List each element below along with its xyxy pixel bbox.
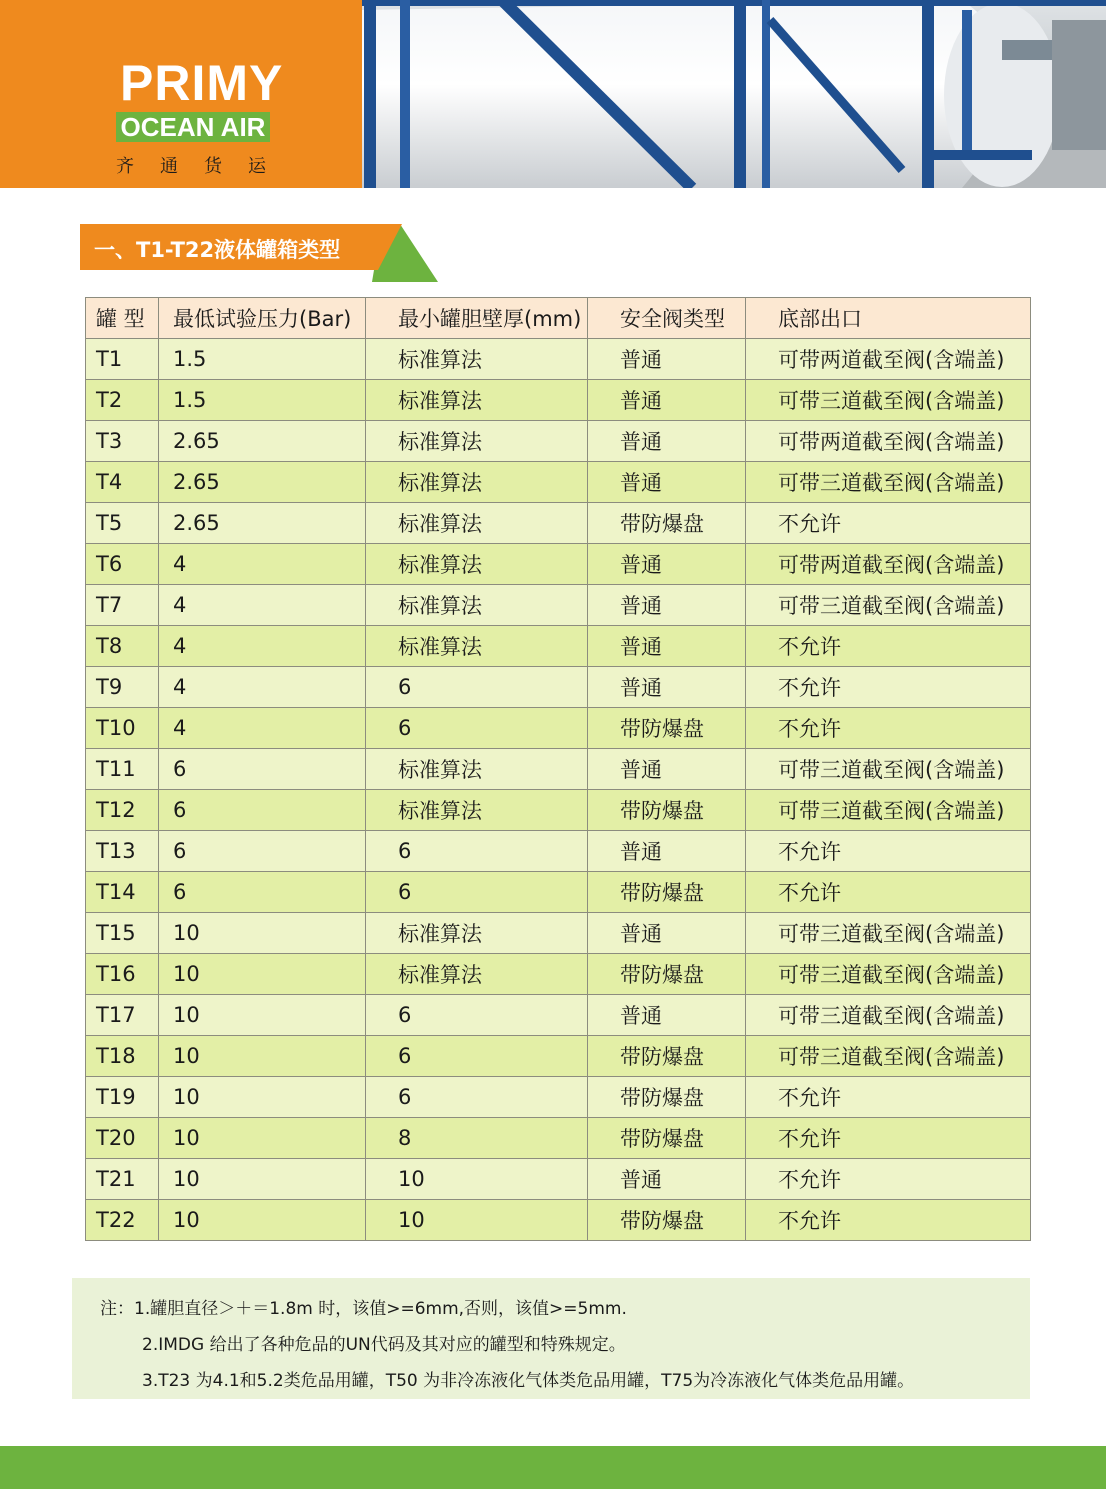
tank-container-illustration	[362, 0, 1106, 188]
table-row	[86, 708, 1031, 749]
cell-tank-type: T7	[86, 585, 159, 626]
cell-valve-type: 带防爆盘	[588, 1036, 746, 1077]
cell-tank-type: T16	[86, 954, 159, 995]
cell-wall-thickness: 10	[366, 1159, 588, 1200]
cell-tank-type: T17	[86, 995, 159, 1036]
note-line-2: 2.IMDG 给出了各种危品的UN代码及其对应的罐型和特殊规定。	[142, 1335, 626, 1355]
table-row	[86, 913, 1031, 954]
table-row	[86, 1036, 1031, 1077]
table-row	[86, 872, 1031, 913]
cell-valve-type: 带防爆盘	[588, 1200, 746, 1241]
cell-tank-type: T4	[86, 462, 159, 503]
table-row	[86, 1200, 1031, 1241]
cell-bottom-outlet: 可带三道截至阀(含端盖)	[746, 462, 1031, 503]
table-row	[86, 954, 1031, 995]
cell-wall-thickness: 标准算法	[366, 339, 588, 380]
cell-bottom-outlet: 可带三道截至阀(含端盖)	[746, 749, 1031, 790]
cell-bottom-outlet: 可带三道截至阀(含端盖)	[746, 995, 1031, 1036]
cell-valve-type: 带防爆盘	[588, 1077, 746, 1118]
table-row	[86, 380, 1031, 421]
cell-bottom-outlet: 不允许	[746, 1077, 1031, 1118]
cell-tank-type: T9	[86, 667, 159, 708]
cell-valve-type: 普通	[588, 995, 746, 1036]
brand-logo-text: PRIMY	[120, 55, 284, 111]
header-min-wall-thickness: 最小罐胆壁厚(mm)	[366, 298, 588, 339]
section-title: 一、T1-T22液体罐箱类型	[94, 238, 341, 262]
table-row	[86, 585, 1031, 626]
cell-bottom-outlet: 不允许	[746, 708, 1031, 749]
cell-tank-type: T20	[86, 1118, 159, 1159]
cell-tank-type: T21	[86, 1159, 159, 1200]
cell-test-pressure: 2.65	[159, 462, 366, 503]
table-row	[86, 503, 1031, 544]
cell-test-pressure: 2.65	[159, 421, 366, 462]
cell-bottom-outlet: 不允许	[746, 667, 1031, 708]
cell-wall-thickness: 6	[366, 995, 588, 1036]
brand-logo-subtitle: OCEAN AIR	[116, 112, 270, 142]
cell-wall-thickness: 标准算法	[366, 503, 588, 544]
cell-tank-type: T14	[86, 872, 159, 913]
cell-valve-type: 普通	[588, 339, 746, 380]
cell-tank-type: T2	[86, 380, 159, 421]
cell-wall-thickness: 10	[366, 1200, 588, 1241]
cell-valve-type: 带防爆盘	[588, 708, 746, 749]
cell-bottom-outlet: 可带三道截至阀(含端盖)	[746, 585, 1031, 626]
cell-test-pressure: 4	[159, 708, 366, 749]
brand-panel	[0, 0, 362, 188]
cell-valve-type: 带防爆盘	[588, 1118, 746, 1159]
table-row	[86, 995, 1031, 1036]
cell-tank-type: T11	[86, 749, 159, 790]
cell-test-pressure: 4	[159, 544, 366, 585]
footer-bar	[0, 1446, 1106, 1489]
cell-test-pressure: 6	[159, 790, 366, 831]
cell-valve-type: 普通	[588, 749, 746, 790]
cell-valve-type: 普通	[588, 421, 746, 462]
cell-wall-thickness: 6	[366, 708, 588, 749]
cell-wall-thickness: 标准算法	[366, 954, 588, 995]
cell-test-pressure: 10	[159, 1118, 366, 1159]
tank-type-table	[85, 297, 1031, 1241]
cell-bottom-outlet: 不允许	[746, 1118, 1031, 1159]
cell-tank-type: T12	[86, 790, 159, 831]
brand-chinese-name: 齐通货运	[116, 156, 292, 177]
header-min-test-pressure: 最低试验压力(Bar)	[159, 298, 366, 339]
table-row	[86, 544, 1031, 585]
cell-wall-thickness: 6	[366, 1077, 588, 1118]
table-row	[86, 421, 1031, 462]
cell-wall-thickness: 标准算法	[366, 626, 588, 667]
cell-test-pressure: 4	[159, 585, 366, 626]
cell-bottom-outlet: 不允许	[746, 1159, 1031, 1200]
table-row	[86, 790, 1031, 831]
cell-wall-thickness: 标准算法	[366, 544, 588, 585]
cell-test-pressure: 4	[159, 667, 366, 708]
table-row	[86, 1077, 1031, 1118]
cell-tank-type: T10	[86, 708, 159, 749]
cell-valve-type: 普通	[588, 626, 746, 667]
cell-test-pressure: 6	[159, 831, 366, 872]
cell-valve-type: 带防爆盘	[588, 954, 746, 995]
cell-wall-thickness: 标准算法	[366, 462, 588, 503]
cell-tank-type: T6	[86, 544, 159, 585]
cell-bottom-outlet: 可带两道截至阀(含端盖)	[746, 421, 1031, 462]
cell-wall-thickness: 标准算法	[366, 913, 588, 954]
cell-bottom-outlet: 不允许	[746, 831, 1031, 872]
cell-wall-thickness: 6	[366, 667, 588, 708]
table-row	[86, 831, 1031, 872]
cell-bottom-outlet: 可带三道截至阀(含端盖)	[746, 380, 1031, 421]
cell-bottom-outlet: 可带两道截至阀(含端盖)	[746, 339, 1031, 380]
cell-wall-thickness: 8	[366, 1118, 588, 1159]
cell-wall-thickness: 6	[366, 872, 588, 913]
cell-wall-thickness: 标准算法	[366, 421, 588, 462]
cell-bottom-outlet: 可带三道截至阀(含端盖)	[746, 954, 1031, 995]
notes-box	[72, 1278, 1030, 1399]
cell-test-pressure: 10	[159, 995, 366, 1036]
cell-bottom-outlet: 可带两道截至阀(含端盖)	[746, 544, 1031, 585]
cell-test-pressure: 4	[159, 626, 366, 667]
cell-tank-type: T8	[86, 626, 159, 667]
table-header-row	[86, 298, 1031, 339]
cell-bottom-outlet: 可带三道截至阀(含端盖)	[746, 1036, 1031, 1077]
cell-test-pressure: 6	[159, 749, 366, 790]
cell-bottom-outlet: 可带三道截至阀(含端盖)	[746, 790, 1031, 831]
cell-valve-type: 普通	[588, 1159, 746, 1200]
cell-tank-type: T13	[86, 831, 159, 872]
cell-bottom-outlet: 不允许	[746, 626, 1031, 667]
cell-test-pressure: 10	[159, 954, 366, 995]
cell-test-pressure: 1.5	[159, 339, 366, 380]
header-safety-valve-type: 安全阀类型	[588, 298, 746, 339]
cell-tank-type: T1	[86, 339, 159, 380]
cell-bottom-outlet: 可带三道截至阀(含端盖)	[746, 913, 1031, 954]
cell-tank-type: T18	[86, 1036, 159, 1077]
cell-valve-type: 带防爆盘	[588, 872, 746, 913]
cell-wall-thickness: 标准算法	[366, 380, 588, 421]
cell-valve-type: 带防爆盘	[588, 790, 746, 831]
table-row	[86, 462, 1031, 503]
cell-valve-type: 普通	[588, 462, 746, 503]
cell-tank-type: T15	[86, 913, 159, 954]
header-tank-type: 罐 型	[86, 298, 159, 339]
note-line-1: 注：1.罐胆直径＞＋＝1.8m 时，该值>=6mm,否则，该值>=5mm.	[100, 1299, 627, 1319]
cell-valve-type: 普通	[588, 913, 746, 954]
cell-valve-type: 普通	[588, 380, 746, 421]
cell-test-pressure: 10	[159, 913, 366, 954]
cell-tank-type: T5	[86, 503, 159, 544]
table-body	[86, 339, 1031, 1241]
table-row	[86, 1159, 1031, 1200]
cell-bottom-outlet: 不允许	[746, 503, 1031, 544]
tank-container-photo	[362, 0, 1106, 188]
cell-valve-type: 普通	[588, 831, 746, 872]
cell-wall-thickness: 标准算法	[366, 790, 588, 831]
cell-valve-type: 普通	[588, 544, 746, 585]
table-row	[86, 667, 1031, 708]
cell-bottom-outlet: 不允许	[746, 872, 1031, 913]
cell-test-pressure: 10	[159, 1077, 366, 1118]
table-row	[86, 1118, 1031, 1159]
cell-test-pressure: 1.5	[159, 380, 366, 421]
table-row	[86, 749, 1031, 790]
cell-test-pressure: 10	[159, 1036, 366, 1077]
cell-valve-type: 普通	[588, 667, 746, 708]
table-row	[86, 339, 1031, 380]
note-line-3: 3.T23 为4.1和5.2类危品用罐，T50 为非冷冻液化气体类危品用罐，T75为冷冻液化气体类危品用罐。	[142, 1371, 915, 1391]
cell-test-pressure: 10	[159, 1200, 366, 1241]
cell-test-pressure: 2.65	[159, 503, 366, 544]
cell-tank-type: T19	[86, 1077, 159, 1118]
cell-tank-type: T3	[86, 421, 159, 462]
cell-wall-thickness: 标准算法	[366, 585, 588, 626]
cell-valve-type: 普通	[588, 585, 746, 626]
cell-wall-thickness: 6	[366, 1036, 588, 1077]
cell-valve-type: 带防爆盘	[588, 503, 746, 544]
cell-wall-thickness: 标准算法	[366, 749, 588, 790]
cell-test-pressure: 6	[159, 872, 366, 913]
table-row	[86, 626, 1031, 667]
section-heading	[80, 224, 440, 282]
cell-test-pressure: 10	[159, 1159, 366, 1200]
page-header	[0, 0, 1106, 188]
cell-tank-type: T22	[86, 1200, 159, 1241]
cell-bottom-outlet: 不允许	[746, 1200, 1031, 1241]
cell-wall-thickness: 6	[366, 831, 588, 872]
header-bottom-outlet: 底部出口	[746, 298, 1031, 339]
